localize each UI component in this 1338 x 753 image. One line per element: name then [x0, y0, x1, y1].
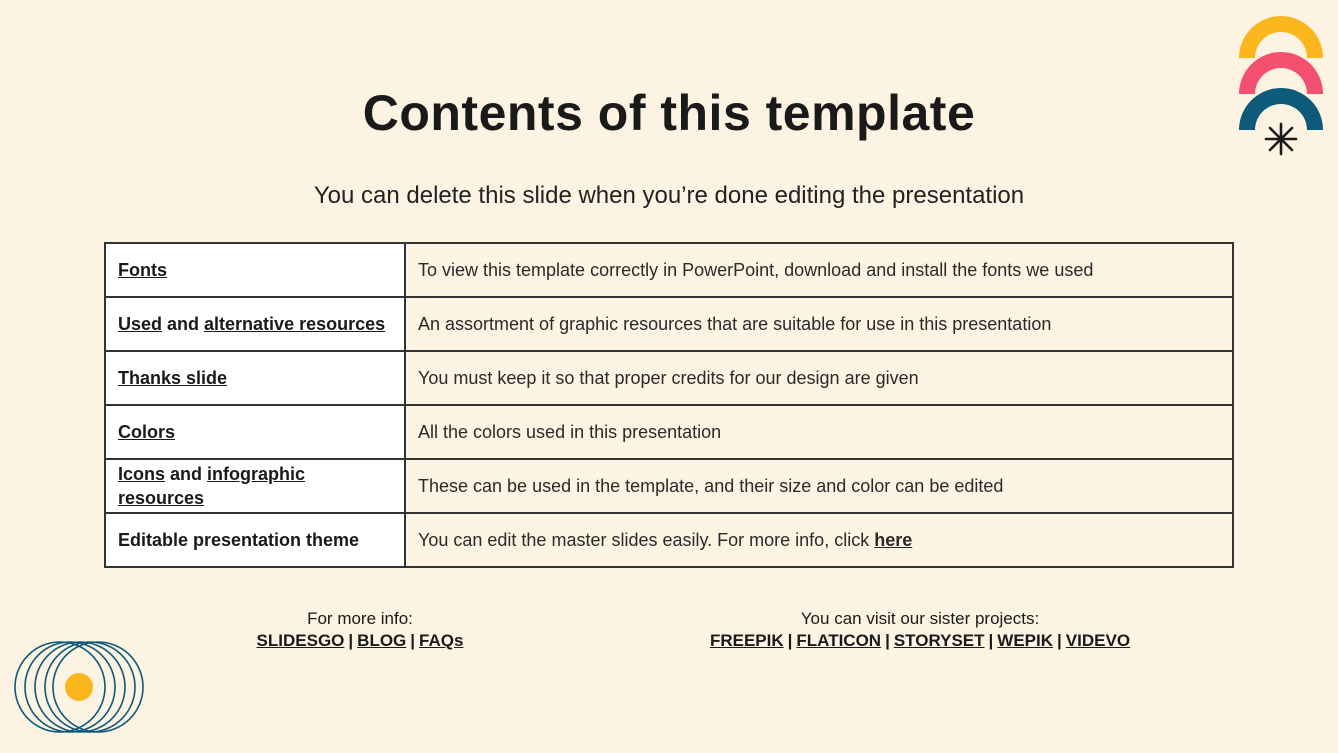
link-faqs[interactable]: FAQs: [419, 631, 464, 650]
separator: |: [410, 631, 416, 650]
row-description: You must keep it so that proper credits for our design are given: [405, 351, 1233, 405]
label-and: and: [165, 464, 208, 484]
separator: |: [1057, 631, 1062, 650]
rainbow-decoration-icon: [1234, 14, 1328, 160]
row-description: These can be used in the template, and their size and color can be edited: [405, 459, 1233, 513]
table-row: [105, 513, 1233, 567]
table-row: [105, 459, 1233, 513]
separator: |: [787, 631, 793, 650]
row-description: [405, 513, 1233, 567]
row-label-fonts: [105, 243, 405, 297]
separator: |: [348, 631, 354, 650]
theme-description: You can edit the master slides easily. For more info, click: [418, 530, 875, 550]
table-row: [105, 351, 1233, 405]
row-label-thanks: [105, 351, 405, 405]
link-infographic-resources[interactable]: infographic resources: [118, 464, 306, 508]
label-editable-theme: Editable presentation theme: [118, 530, 360, 550]
row-label-colors: [105, 405, 405, 459]
link-fonts[interactable]: Fonts: [118, 260, 167, 280]
table-row: [105, 405, 1233, 459]
footer-right-links: [620, 630, 1220, 652]
link-thanks-slide[interactable]: Thanks slide: [118, 368, 228, 388]
label-and: and: [162, 314, 205, 334]
asterisk-icon: [1266, 124, 1296, 154]
link-storyset[interactable]: STORYSET: [893, 631, 985, 650]
link-here[interactable]: here: [874, 530, 913, 550]
contents-table: [104, 242, 1234, 568]
row-description: All the colors used in this presentation: [405, 405, 1233, 459]
link-wepik[interactable]: WEPIK: [997, 631, 1054, 650]
rainbow-arc-pink: [1239, 52, 1323, 94]
footer-sister-projects: [620, 608, 1220, 652]
separator: |: [988, 631, 994, 650]
link-freepik[interactable]: FREEPIK: [709, 631, 784, 650]
link-flaticon[interactable]: FLATICON: [796, 631, 882, 650]
link-alternative-resources[interactable]: alternative resources: [204, 314, 386, 334]
slide-title: Contents of this template: [362, 85, 976, 141]
footer-left-label: For more info:: [307, 609, 413, 628]
link-icons[interactable]: Icons: [118, 464, 166, 484]
footer-right-label: You can visit our sister projects:: [800, 609, 1040, 628]
row-description: To view this template correctly in PowerPoint, download and install the fonts we used: [405, 243, 1233, 297]
rainbow-arc-yellow: [1239, 16, 1323, 58]
row-label-icons: [105, 459, 405, 513]
footer-more-info: [210, 608, 510, 652]
link-blog[interactable]: BLOG: [357, 631, 407, 650]
link-colors[interactable]: Colors: [118, 422, 176, 442]
slide-subtitle: You can delete this slide when you’re done editing the presentation: [313, 182, 1025, 209]
concentric-circles-decoration-icon: [12, 636, 152, 740]
row-label-resources: [105, 297, 405, 351]
yellow-dot: [65, 673, 93, 701]
table-row: [105, 297, 1233, 351]
link-used[interactable]: Used: [118, 314, 163, 334]
footer-left-links: [210, 630, 510, 652]
separator: |: [885, 631, 890, 650]
link-videvo[interactable]: VIDEVO: [1065, 631, 1131, 650]
row-description: An assortment of graphic resources that are suitable for use in this presentation: [405, 297, 1233, 351]
table-row: [105, 243, 1233, 297]
row-label-theme: [105, 513, 405, 567]
link-slidesgo[interactable]: SLIDESGO: [256, 631, 345, 650]
